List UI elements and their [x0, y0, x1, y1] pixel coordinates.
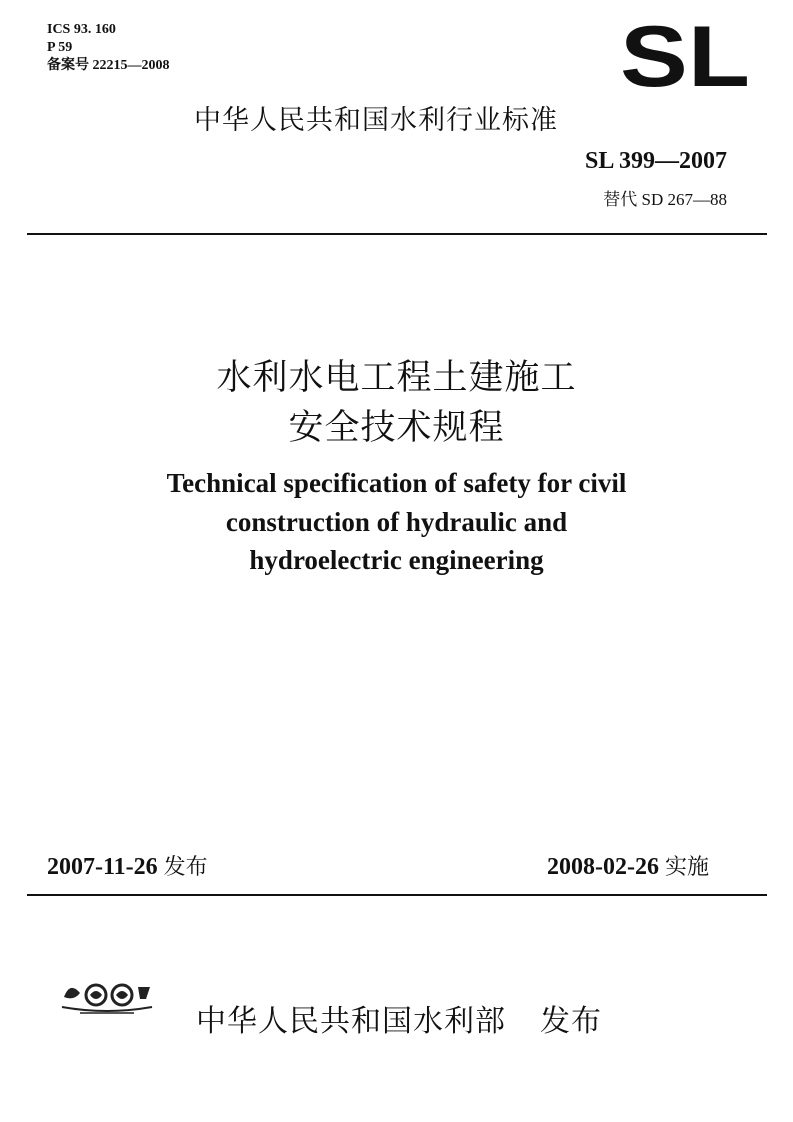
ministry-emblem-icon: [60, 975, 155, 1020]
ics-code: ICS 93. 160: [47, 22, 116, 37]
title-cn-line2: 安全技术规程: [288, 408, 505, 448]
title-en-line1: Technical specification of safety for civil: [166, 468, 627, 498]
publisher-name: 中华人民共和国水利部: [196, 1004, 506, 1039]
effective-label: 实施: [664, 855, 709, 880]
title-en-line3: hydroelectric engineering: [249, 545, 544, 575]
top-divider: [27, 233, 767, 235]
standard-number: SL 399—2007: [584, 148, 727, 174]
sl-logo-text: SL: [620, 20, 750, 90]
issued-label: 发布: [163, 855, 208, 880]
sl-logo-icon: [620, 20, 750, 90]
replaces-standard: 替代 SD 267—88: [603, 190, 727, 209]
filing-number: 备案号 22215—2008: [47, 58, 170, 73]
title-cn-line1: 水利水电工程土建施工: [216, 358, 577, 398]
effective-date-block: [547, 850, 709, 881]
bottom-divider: [27, 894, 767, 896]
standard-category: 中华人民共和国水利行业标准: [194, 105, 558, 136]
title-en-line2: construction of hydraulic and: [225, 507, 568, 537]
issued-date-block: [47, 850, 208, 881]
issued-date: 2007-11-26: [47, 854, 158, 880]
ccs-code: P 59: [47, 40, 73, 55]
publisher-action: 发布: [540, 1004, 602, 1039]
effective-date: 2008-02-26: [547, 854, 659, 880]
